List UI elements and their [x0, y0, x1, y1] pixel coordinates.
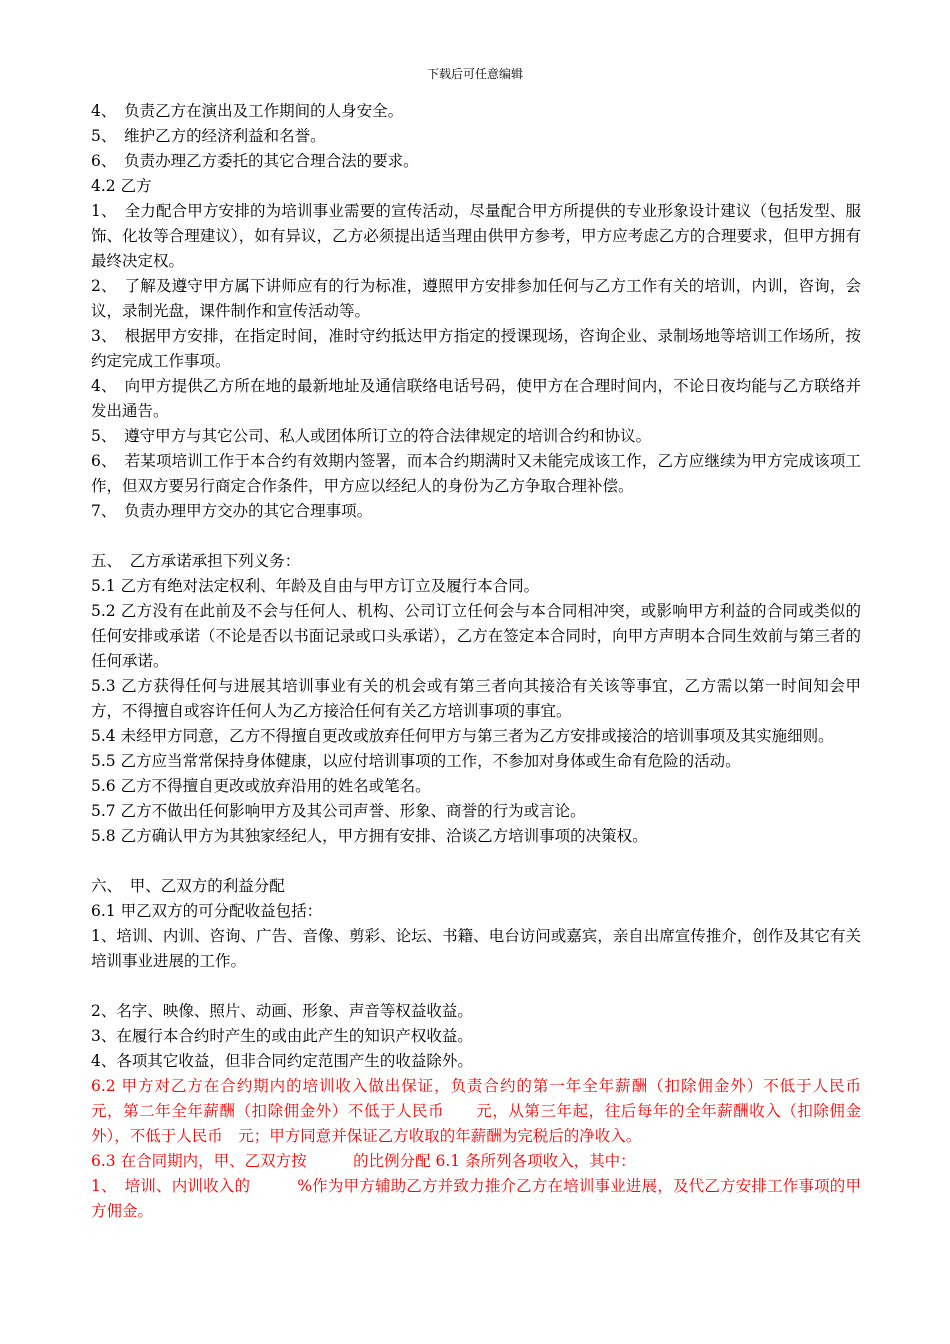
- paragraph: 4、 向甲方提供乙方所在地的最新地址及通信联络电话号码，使甲方在合理时间内，不论日夜均能与乙方联络并发出通告。: [91, 377, 861, 420]
- paragraph: 2、 了解及遵守甲方属下讲师应有的行为标准，遵照甲方安排参加任何与乙方工作有关的培训，内训，咨询，会议，录制光盘，课件制作和宣传活动等。: [91, 277, 861, 320]
- paragraph: 3、 根据甲方安排，在指定时间，准时守约抵达甲方指定的授课现场，咨询企业、录制场地等培训工作场所，按约定完成工作事项。: [91, 327, 861, 370]
- document-body: [91, 99, 877, 1224]
- paragraph: 5.5 乙方应当常常保持身体健康，以应付培训事项的工作，不参加对身体或生命有危险的活动。: [91, 752, 741, 770]
- paragraph: 1、 培训、内训收入的 %作为甲方辅助乙方并致力推介乙方在培训事业进展，及代乙方安排工作事项的甲方佣金。: [91, 1177, 861, 1220]
- paragraph: 5.4 未经甲方同意，乙方不得擅自更改或放弃任何甲方与第三者为乙方安排或接洽的培训事项及其实施细则。: [91, 727, 834, 745]
- blank-line: [91, 974, 861, 999]
- blank-line: [91, 524, 861, 549]
- paragraph: 7、 负责办理甲方交办的其它合理事项。: [91, 502, 373, 520]
- paragraph: 6、 负责办理乙方委托的其它合理合法的要求。: [91, 152, 419, 170]
- paragraph: 五、 乙方承诺承担下列义务：: [91, 552, 301, 570]
- paragraph: 1、培训、内训、咨询、广告、音像、剪彩、论坛、书籍、电台访问或嘉宾，亲自出席宣传推介，创作及其它有关培训事业进展的工作。: [91, 927, 861, 970]
- paragraph: 5、 维护乙方的经济利益和名誉。: [91, 127, 326, 145]
- paragraph: 5.3 乙方获得任何与进展其培训事业有关的机会或有第三者向其接洽有关该等事宜，乙方需以第一时间知会甲方，不得擅自或容许任何人为乙方接洽任何有关乙方培训事项的事宜。: [91, 677, 861, 720]
- paragraph: 4.2 乙方: [91, 177, 152, 195]
- paragraph: 六、 甲、乙双方的利益分配: [91, 877, 285, 895]
- paragraph: 5.6 乙方不得擅自更改或放弃沿用的姓名或笔名。: [91, 777, 431, 795]
- paragraph: 5.7 乙方不做出任何影响甲方及其公司声誉、形象、商誉的行为或言论。: [91, 802, 586, 820]
- paragraph: 5.8 乙方确认甲方为其独家经纪人，甲方拥有安排、洽谈乙方培训事项的决策权。: [91, 827, 648, 845]
- paragraph: 3、在履行本合约时产生的或由此产生的知识产权收益。: [91, 1027, 473, 1045]
- paragraph: 5.1 乙方有绝对法定权利、年龄及自由与甲方订立及履行本合同。: [91, 577, 540, 595]
- paragraph: 6.3 在合同期内，甲、乙双方按 的比例分配 6.1 条所列各项收入，其中：: [91, 1152, 636, 1170]
- paragraph: 4、各项其它收益，但非合同约定范围产生的收益除外。: [91, 1052, 473, 1070]
- page-header: 下载后可任意编辑: [426, 67, 523, 81]
- blank-line: [91, 849, 861, 874]
- paragraph: 1、 全力配合甲方安排的为培训事业需要的宣传活动，尽量配合甲方所提供的专业形象设计建议（包括发型、服饰、化妆等合理建议），如有异议，乙方必须提出适当理由供甲方参考，甲方应考虑乙方的合理要求，但甲方拥有最终决定权。: [91, 202, 861, 270]
- paragraph: 6.1 甲乙双方的可分配收益包括：: [91, 902, 323, 920]
- paragraph: 5.2 乙方没有在此前及不会与任何人、机构、公司订立任何会与本合同相冲突，或影响甲方利益的合同或类似的任何安排或承诺（不论是否以书面记录或口头承诺），乙方在签定本合同时，向甲方声明本合同生效前与第三者的任何承诺。: [91, 602, 861, 670]
- paragraph: 6、 若某项培训工作于本合约有效期内签署，而本合约期满时又未能完成该工作，乙方应继续为甲方完成该项工作，但双方要另行商定合作条件，甲方应以经纪人的身份为乙方争取合理补偿。: [91, 452, 861, 495]
- paragraph: 4、 负责乙方在演出及工作期间的人身安全。: [91, 102, 404, 120]
- paragraph: 2、名字、映像、照片、动画、形象、声音等权益收益。: [91, 1002, 473, 1020]
- paragraph: 5、 遵守甲方与其它公司、私人或团体所订立的符合法律规定的培训合约和协议。: [91, 427, 652, 445]
- paragraph: 6.2 甲方对乙方在合约期内的培训收入做出保证，负责合约的第一年全年薪酬（扣除佣金外）不低于人民币 元，第二年全年薪酬（扣除佣金外）不低于人民币 元，从第三年起，往后每年的全年薪酬收入（扣除佣金外），不低于人民币 元；甲方同意并保证乙方收取的年薪酬为完税后的净收入。: [91, 1077, 877, 1145]
